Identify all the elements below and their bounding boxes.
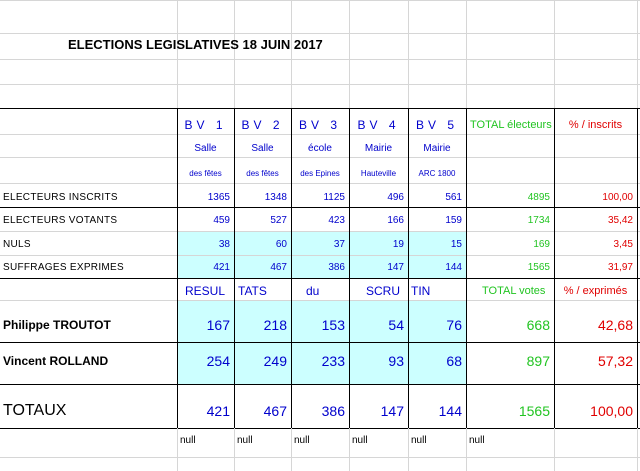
stat-value: 527	[270, 215, 287, 226]
null-cell: null	[411, 435, 427, 446]
stat-value: 386	[328, 262, 345, 273]
venue-bv5-line1: Mairie	[423, 143, 451, 154]
totals-pct: 100,00	[590, 403, 633, 419]
results-header-word-1: RESUL	[185, 284, 226, 298]
stat-label: SUFFRAGES EXPRIMES	[3, 262, 124, 273]
venue-bv1-line2: des fêtes	[189, 169, 222, 178]
venue-bv4-line1: Mairie	[364, 143, 393, 154]
stat-total: 1734	[527, 215, 550, 226]
null-cell: null	[180, 435, 196, 446]
venue-bv4-line2: Hauteville	[360, 169, 397, 178]
stat-value: 1348	[264, 192, 287, 203]
null-cell: null	[469, 435, 485, 446]
venue-bv5-line2: ARC 1800	[418, 169, 456, 178]
results-header-word-3: du	[306, 284, 320, 298]
totals-value: 421	[206, 403, 230, 419]
stat-label: ELECTEURS INSCRITS	[3, 192, 118, 203]
candidate-votes: 153	[321, 317, 345, 333]
venue-bv3-line1: école	[308, 143, 332, 154]
candidate-name: Vincent ROLLAND	[3, 354, 109, 368]
stat-value: 1365	[207, 192, 230, 203]
stat-total: 4895	[527, 192, 550, 203]
candidate-total: 897	[526, 353, 550, 369]
candidate-votes: 54	[388, 317, 404, 333]
header-bv3: BV 3	[298, 118, 341, 132]
candidate-votes: 249	[263, 353, 287, 369]
header-bv2: BV 2	[241, 118, 284, 132]
stat-pct: 31,97	[607, 262, 633, 273]
candidate-votes: 218	[263, 317, 287, 333]
stat-value: 561	[445, 192, 462, 203]
totals-value: 467	[263, 403, 287, 419]
venue-bv1-line1: Salle	[194, 143, 217, 154]
null-cell: null	[294, 435, 310, 446]
candidate-votes: 93	[388, 353, 404, 369]
totals-value: 144	[438, 403, 462, 419]
header-bv4: BV 4	[357, 118, 400, 132]
stat-value: 159	[445, 215, 462, 226]
null-cell: null	[237, 435, 253, 446]
candidate-votes: 76	[446, 317, 462, 333]
sheet-title: ELECTIONS LEGISLATIVES 18 JUIN 2017	[68, 37, 323, 52]
stat-total: 1565	[527, 262, 550, 273]
results-header-word-5: TIN	[411, 284, 431, 298]
venue-bv3-line2: des Epines	[300, 169, 340, 178]
stat-pct: 35,42	[607, 215, 633, 226]
stat-pct: 3,45	[613, 239, 633, 250]
stat-value: 144	[445, 262, 462, 273]
header-pct-inscrits: % / inscrits	[568, 119, 623, 131]
stat-value: 147	[387, 262, 404, 273]
stat-total: 169	[533, 239, 550, 250]
totals-value: 147	[380, 403, 404, 419]
header-bv1: BV 1	[184, 118, 227, 132]
stat-value: 467	[270, 262, 287, 273]
stat-value: 1125	[323, 192, 345, 203]
candidate-name: Philippe TROUTOT	[3, 318, 111, 332]
venue-bv2-line2: des fêtes	[246, 169, 279, 178]
stat-value: 38	[218, 239, 230, 250]
venue-bv2-line1: Salle	[251, 143, 274, 154]
stat-value: 60	[275, 239, 287, 250]
stat-value: 37	[333, 239, 345, 250]
stat-value: 19	[392, 239, 404, 250]
candidate-votes: 254	[206, 353, 230, 369]
stat-value: 496	[387, 192, 404, 203]
header-total-votes: TOTAL votes	[482, 285, 546, 297]
results-header-word-2: TATS	[238, 284, 267, 298]
stat-value: 166	[387, 215, 404, 226]
header-pct-exprimes: % / exprimés	[563, 285, 628, 297]
stat-pct: 100,00	[602, 192, 633, 203]
candidate-pct: 57,32	[597, 353, 633, 369]
candidate-pct: 42,68	[597, 317, 633, 333]
totals-label: TOTAUX	[3, 402, 67, 419]
candidate-votes: 233	[321, 353, 345, 369]
header-bv5: BV 5	[415, 118, 458, 132]
results-header-word-4: SCRU	[366, 284, 401, 298]
header-total-electeurs: TOTAL électeurs	[470, 119, 552, 131]
totals-total: 1565	[518, 403, 550, 419]
totals-value: 386	[321, 403, 345, 419]
stat-label: NULS	[3, 239, 31, 250]
null-cell: null	[352, 435, 368, 446]
stat-value: 423	[328, 215, 345, 226]
candidate-total: 668	[526, 317, 550, 333]
stat-value: 15	[450, 239, 462, 250]
stat-label: ELECTEURS VOTANTS	[3, 215, 118, 226]
stat-value: 421	[213, 262, 230, 273]
candidate-votes: 68	[446, 353, 462, 369]
candidate-votes: 167	[206, 317, 230, 333]
stat-value: 459	[213, 215, 230, 226]
